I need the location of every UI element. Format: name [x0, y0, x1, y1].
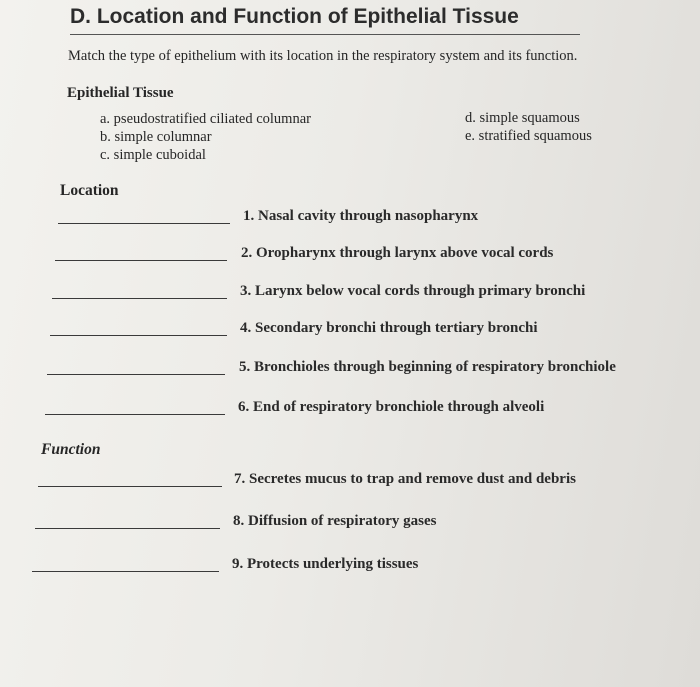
choice-e: e. stratified squamous [465, 128, 592, 144]
location-question-4 [0, 320, 700, 340]
title-underline [70, 34, 580, 35]
function-question-7 [0, 471, 700, 491]
location-question-3 [0, 283, 700, 303]
location-question-1-text: 1. Nasal cavity through nasopharynx [243, 208, 479, 224]
function-question-9-text: 9. Protects underlying tissues [232, 556, 419, 572]
choices-left-column [100, 110, 311, 164]
answer-blank-5[interactable] [47, 374, 225, 375]
location-question-6-text: 6. End of respiratory bronchiole through alveoli [238, 399, 545, 415]
answer-blank-6[interactable] [45, 414, 225, 415]
choices-right-column [465, 109, 592, 145]
location-heading: Location [60, 182, 119, 199]
answer-blank-9[interactable] [32, 571, 219, 572]
location-question-1 [0, 208, 700, 228]
location-question-4-text: 4. Secondary bronchi through tertiary bronchi [240, 320, 538, 336]
answer-blank-2[interactable] [55, 260, 227, 261]
function-question-9 [0, 556, 700, 576]
function-question-8-text: 8. Diffusion of respiratory gases [233, 513, 437, 529]
answer-blank-3[interactable] [52, 298, 227, 299]
choice-a: a. pseudostratified ciliated columnar [100, 111, 311, 127]
location-question-3-text: 3. Larynx below vocal cords through primary bronchi [240, 283, 586, 299]
section-title: D. Location and Function of Epithelial Tissue [70, 5, 519, 28]
instructions: Match the type of epithelium with its location in the respiratory system and its function. [68, 48, 578, 64]
choice-c: c. simple cuboidal [100, 147, 206, 163]
answer-blank-8[interactable] [35, 528, 220, 529]
answer-blank-7[interactable] [38, 486, 222, 487]
answer-blank-1[interactable] [58, 223, 230, 224]
location-question-6 [0, 399, 700, 419]
location-question-5 [0, 359, 700, 379]
location-question-2-text: 2. Oropharynx through larynx above vocal cords [241, 245, 554, 261]
function-question-7-text: 7. Secretes mucus to trap and remove dust and debris [234, 471, 576, 487]
function-question-8 [0, 513, 700, 533]
epithelial-tissue-heading: Epithelial Tissue [67, 85, 174, 101]
function-heading: Function [41, 441, 101, 458]
choice-b: b. simple columnar [100, 129, 212, 145]
location-question-2 [0, 245, 700, 265]
location-question-5-text: 5. Bronchioles through beginning of respiratory bronchiole [239, 359, 616, 375]
choice-d: d. simple squamous [465, 110, 580, 126]
answer-blank-4[interactable] [50, 335, 227, 336]
